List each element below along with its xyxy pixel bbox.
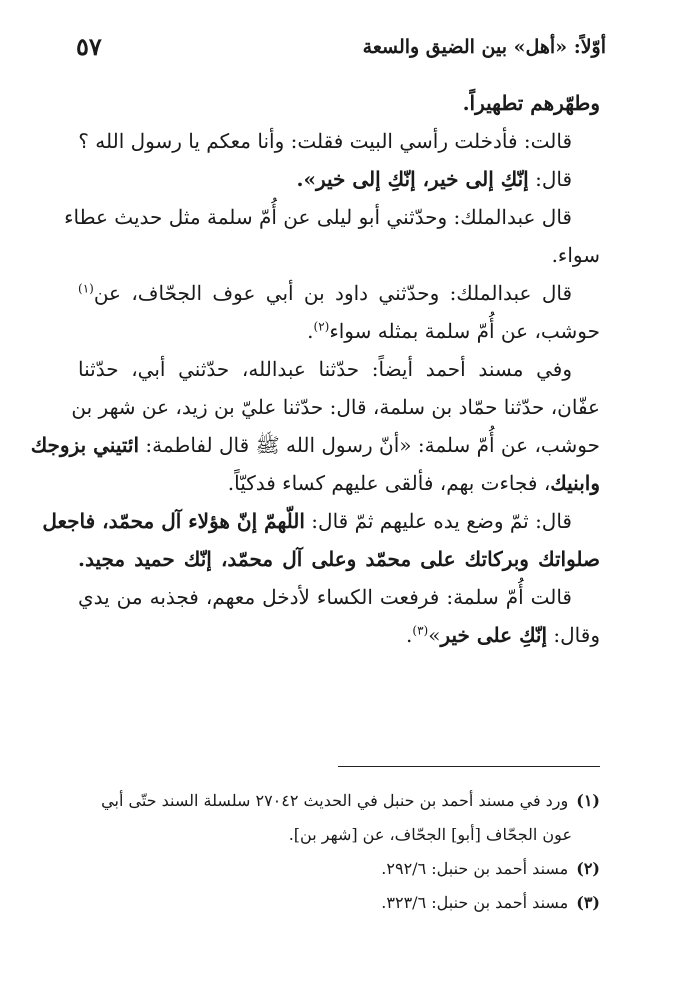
text-line <box>78 578 600 616</box>
footnote-ref-3[interactable]: (٣) <box>412 623 429 638</box>
text-run: قالت: فأدخلت رأسي البيت فقلت: وأنا معكم يا رسول الله ؟ <box>78 129 572 153</box>
footnote-text: مسند أحمد بن حنبل: ٣٢٣/٦. <box>381 893 569 912</box>
text-run: » <box>428 623 441 647</box>
text-run: وفي مسند أحمد أيضاً: حدّثنا عبدالله، حدّثني أبي، حدّثنا <box>78 357 572 381</box>
text-run: عفّان، حدّثنا حمّاد بن سلمة، قال: حدّثنا عليّ بن زيد، عن شهر بن <box>71 395 600 419</box>
footnote-text: عون الجحّاف [أبو] الجحّاف، عن [شهر بن]. <box>288 825 572 844</box>
text-run: قال عبدالملك: وحدّثني داود بن أبي عوف الجحّاف، عن <box>93 281 572 305</box>
emphasized-quote: إنّكِ إلى خير، إنّكِ إلى خير». <box>296 167 529 191</box>
text-line <box>78 122 600 160</box>
footnotes <box>78 784 600 920</box>
text-line <box>78 464 600 502</box>
text-run: قال: ثمّ وضع يده عليهم ثمّ قال: <box>304 509 572 533</box>
text-run: حوشب، عن أُمّ سلمة: «أنّ رسول الله ﷺ قال لفاطمة: <box>139 433 600 457</box>
text-run: . <box>406 623 413 647</box>
emphasized-quote: صلواتك وبركاتك على محمّد وعلى آل محمّد، إنّك حميد مجيد. <box>78 547 600 571</box>
text-run: . <box>307 319 314 343</box>
footnote-1-continued <box>78 818 600 852</box>
emphasized-quote: إنّكِ على خير <box>440 623 548 647</box>
text-run: وطهّرهم تطهيراً. <box>462 91 600 115</box>
footnote-text: ورد في مسند أحمد بن حنبل في الحديث ٢٧٠٤٢ سلسلة السند حتّى أبي <box>101 791 569 810</box>
text-line <box>64 198 600 236</box>
footnote-number: (٣) <box>576 893 600 912</box>
emphasized-quote: وابنيك <box>550 471 600 495</box>
text-line <box>42 502 600 540</box>
text-line <box>30 426 600 464</box>
text-run: وقال: <box>547 623 600 647</box>
text-line <box>78 312 600 350</box>
text-line <box>78 274 600 312</box>
footnote-separator <box>338 766 600 767</box>
footnote-number: (٢) <box>576 859 600 878</box>
emphasized-quote: اللّهمّ إنّ هؤلاء آل محمّد، فاجعل <box>42 509 305 533</box>
text-line <box>71 388 600 426</box>
text-run: حوشب، عن أُمّ سلمة بمثله سواء <box>329 319 600 343</box>
emphasized-quote: ائتيني بزوجك <box>30 433 140 457</box>
footnote-number: (١) <box>576 791 600 810</box>
footnote-ref-2[interactable]: (٢) <box>313 319 330 334</box>
footnote-3 <box>78 886 600 920</box>
page-header <box>72 30 606 70</box>
text-line <box>78 236 600 274</box>
text-run: قالت أُمّ سلمة: فرفعت الكساء لأدخل معهم، فجذبه من يدي <box>78 585 572 609</box>
footnote-1 <box>78 784 600 818</box>
text-run: ، فجاءت بهم، فألقى عليهم كساء فدكيّاً. <box>227 471 551 495</box>
text-run: قال: <box>528 167 572 191</box>
text-line <box>78 84 600 122</box>
footnote-ref-1[interactable]: (١) <box>78 281 94 296</box>
text-line <box>78 160 600 198</box>
page-number: ٥٧ <box>76 32 102 61</box>
text-line <box>78 540 600 578</box>
text-line <box>78 616 600 654</box>
main-text <box>30 84 600 654</box>
text-run: سواء. <box>551 243 600 267</box>
footnote-text: مسند أحمد بن حنبل: ٢٩٢/٦. <box>381 859 569 878</box>
running-title: أوّلاً: «أهل» بين الضيق والسعة <box>362 36 606 58</box>
footnote-2 <box>78 852 600 886</box>
text-line <box>78 350 600 388</box>
text-run: قال عبدالملك: وحدّثني أبو ليلى عن أُمّ سلمة مثل حديث عطاء <box>64 205 572 229</box>
